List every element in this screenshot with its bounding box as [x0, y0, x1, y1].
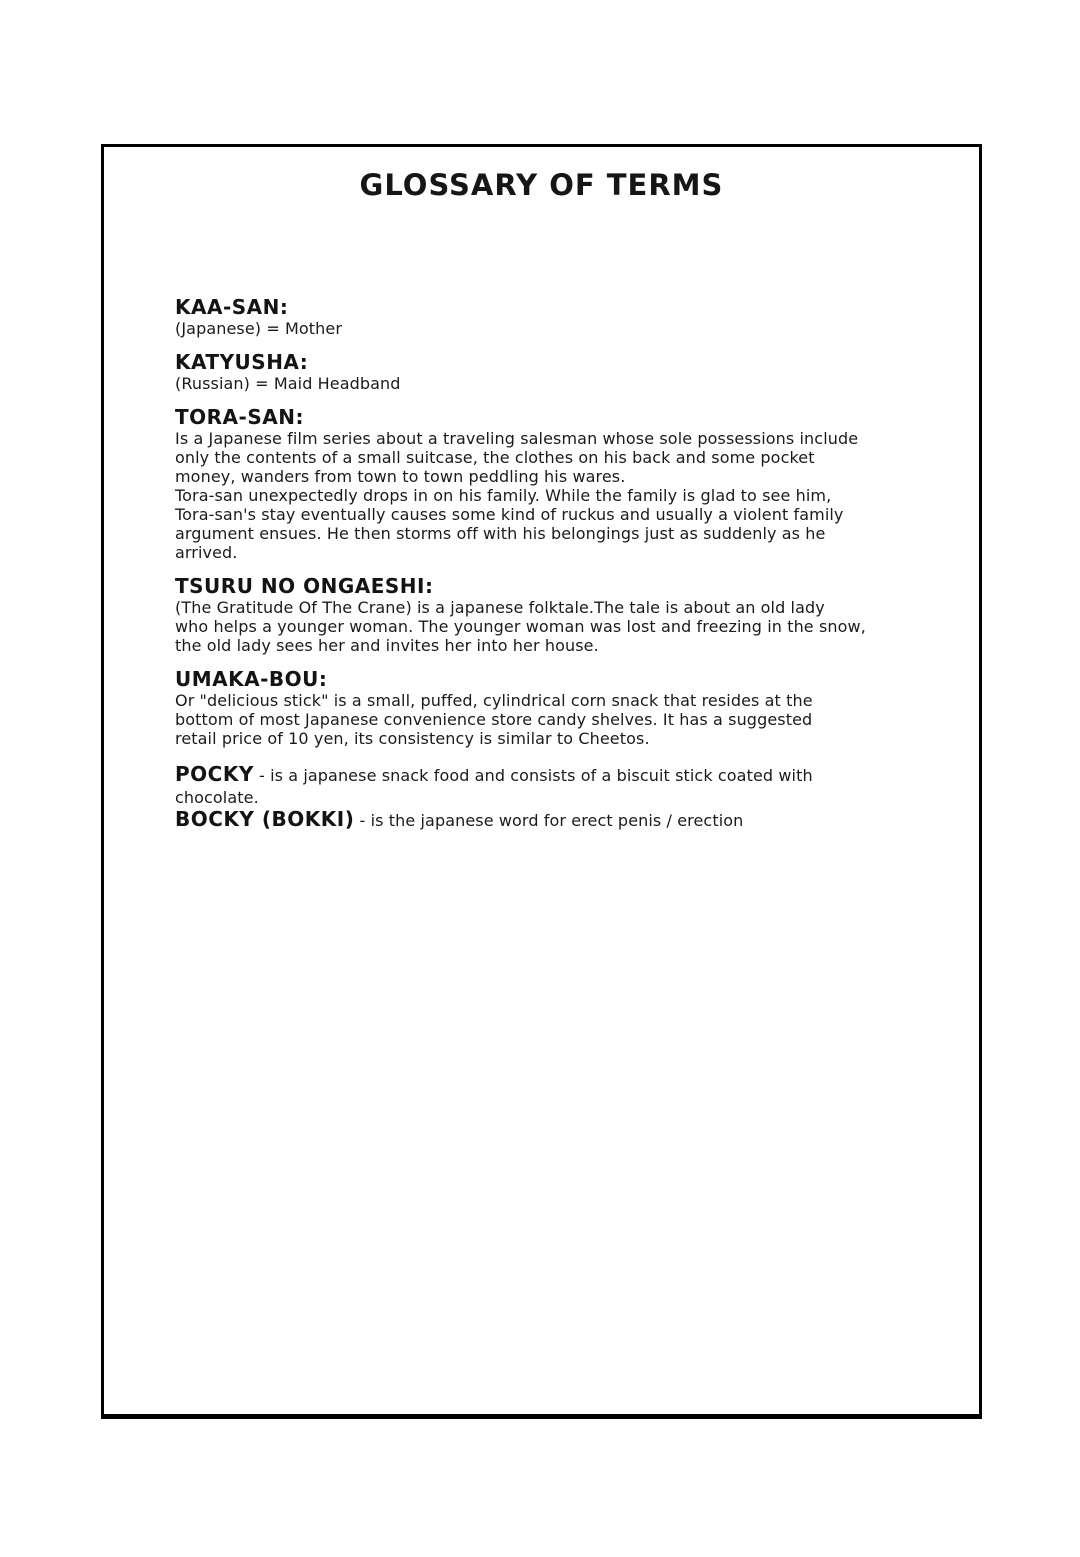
glossary-entry-bocky	[175, 807, 891, 833]
definition-line: the old lady sees her and invites her into her house.	[175, 636, 599, 655]
glossary-entry-pocky-bocky	[175, 762, 891, 833]
definition-line: only the contents of a small suitcase, the clothes on his back and some pocket	[175, 448, 815, 467]
definition-line: (The Gratitude Of The Crane) is a japanese folktale.The tale is about an old lady	[175, 598, 825, 617]
term-inline: BOCKY (BOKKI)	[175, 807, 355, 831]
definition-line: Tora-san's stay eventually causes some kind of ruckus and usually a violent family	[175, 505, 844, 524]
glossary-entry-kaa-san	[175, 297, 891, 338]
definition-line: Tora-san unexpectedly drops in on his family. While the family is glad to see him,	[175, 486, 832, 505]
definition-inline: - is the japanese word for erect penis / erection	[359, 811, 744, 830]
definition-line: money, wanders from town to town peddling his wares.	[175, 467, 626, 486]
term-heading: KATYUSHA:	[175, 350, 309, 374]
glossary-entry-katyusha	[175, 352, 891, 393]
definition-line: who helps a younger woman. The younger woman was lost and freezing in the snow,	[175, 617, 866, 636]
glossary-page	[101, 144, 982, 1419]
term-heading: UMAKA-BOU:	[175, 667, 328, 691]
definition-line: (Russian) = Maid Headband	[175, 374, 401, 393]
page-title: GLOSSARY OF TERMS	[359, 168, 724, 202]
definition-line: argument ensues. He then storms off with his belongings just as suddenly as he	[175, 524, 826, 543]
definition-line: (Japanese) = Mother	[175, 319, 343, 338]
definition-line: arrived.	[175, 543, 238, 562]
term-heading: KAA-SAN:	[175, 295, 289, 319]
glossary-entry-tsuru-no-ongaeshi	[175, 576, 891, 655]
term-inline: POCKY	[175, 762, 254, 786]
term-heading: TORA-SAN:	[175, 405, 304, 429]
definition-line: Or "delicious stick" is a small, puffed, cylindrical corn snack that resides at the	[175, 691, 813, 710]
definition-inline: - is a japanese snack food and consists of a biscuit stick coated with	[259, 766, 813, 785]
definition-line: bottom of most Japanese convenience store candy shelves. It has a suggested	[175, 710, 813, 729]
glossary-entry-pocky	[175, 762, 891, 788]
definition-line: retail price of 10 yen, its consistency is similar to Cheetos.	[175, 729, 650, 748]
definition-line: Is a Japanese film series about a traveling salesman whose sole possessions include	[175, 429, 859, 448]
glossary-entry-tora-san	[175, 407, 891, 562]
glossary-entries	[104, 297, 979, 833]
glossary-entry-umaka-bou	[175, 669, 891, 748]
term-heading: TSURU NO ONGAESHI:	[175, 574, 434, 598]
definition-line: chocolate.	[175, 788, 259, 807]
